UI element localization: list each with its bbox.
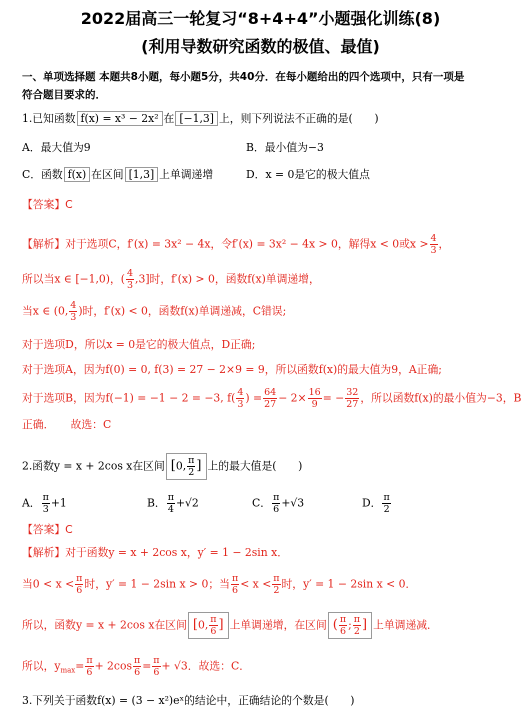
q1-solution-line7: 正确． 故选：C xyxy=(22,418,112,431)
q1-suffix: 上，则下列说法不正确的是( ) xyxy=(219,112,379,125)
q1-mid: 在 xyxy=(163,112,175,125)
q2-option-b: B． $\frac{\pi}{4}$ +√2 xyxy=(147,492,199,515)
q2-answer: 【答案】C xyxy=(22,523,73,536)
q1-solution-line3: 当x ∈ (0, $\frac{4}{3}$ )时，f′(x) < 0，函数f(x)单调递减，C错误; xyxy=(22,300,287,323)
q1-function: f(x) = x³ − 2x² xyxy=(77,111,163,126)
q2-option-a: A． $\frac{\pi}{3}$ +1 xyxy=(22,492,67,515)
q2-stem: 2.函数y = x + 2cos x在区间 [0, $\frac{\pi}{2}$ ] 上的最大值是( ) xyxy=(22,455,303,478)
q1-option-c: C．函数 f(x) 在区间 [1,3] 上单调递增 xyxy=(22,168,214,181)
q2-solution-line2: 当0 < x < $\frac{\pi}{6}$ 时，y′ = 1 − 2sin x > 0；当 $\frac{\pi}{6}$ < x < $\frac{\pi}{2}$ 时，y′ = 1 − 2sin x < 0． xyxy=(22,573,417,596)
q1-solution-line5: 对于选项A，因为f(0) = 0, f(3) = 27 − 2×9 = 9，所以函数f(x)的最大值为9，A正确; xyxy=(22,363,442,376)
q2-solution-line4: 所以，$y_{max}=$ $\frac{\pi}{6}$ + 2cos $\frac{\pi}{6}$ = $\frac{\pi}{6}$ + √3．故选：C． xyxy=(22,655,251,678)
q2-interval: [0, $\frac{\pi}{2}$ ] xyxy=(166,453,207,480)
section-header-line1: 一、单项选择题 本题共8小题，每小题5分，共40分．在每小题给出的四个选项中，只有一项是 xyxy=(22,71,465,83)
section-header-line2: 符合题目要求的． xyxy=(22,89,106,101)
q1-option-d: D．x = 0是它的极大值点 xyxy=(246,168,370,181)
q2-option-d: D． $\frac{\pi}{2}$ xyxy=(362,492,390,515)
q1-prefix: 1.已知函数 xyxy=(22,112,76,125)
q1-interval: [−1,3] xyxy=(175,111,218,126)
q2-solution-line3: 所以，函数y = x + 2cos x在区间 [0, $\frac{\pi}{6}$ ] 上单调递增，在区间 ( $\frac{\pi}{6}$ ; $\frac{\pi}{2}$ ] 上单调递减． xyxy=(22,614,438,637)
q1-solution-line2: 所以当x ∈ [−1,0)，( $\frac{4}{3}$ ,3]时，f′(x) > 0，函数f(x)单调递增， xyxy=(22,268,320,291)
q2-option-c: C． $\frac{\pi}{6}$ +√3 xyxy=(252,492,305,515)
q1-solution-line1: 【解析】对于选项C，f′(x) = 3x² − 4x，令f′(x) = 3x² − 4x > 0，解得x < 0或x > $\frac{4}{3}$ ， xyxy=(22,233,450,256)
q1-solution-line4: 对于选项D，所以x = 0是它的极大值点，D正确; xyxy=(22,338,256,351)
q1-answer: 【答案】C xyxy=(22,198,73,211)
page-title: 2022届高三一轮复习“8+4+4”小题强化训练(8) xyxy=(80,9,441,28)
q3-stem: 3.下列关于函数f(x) = (3 − x²)eˣ的结论中，正确结论的个数是( ) xyxy=(22,694,355,707)
q1-option-a: A．最大值为9 xyxy=(22,141,91,154)
q1-option-b: B．最小值为−3 xyxy=(246,141,324,154)
q1-stem xyxy=(22,111,379,126)
page-subtitle: (利用导数研究函数的极值、最值) xyxy=(141,37,380,56)
q2-solution-line1: 【解析】对于函数y = x + 2cos x，y′ = 1 − 2sin x． xyxy=(22,546,289,559)
q1-solution-line6: 对于选项B，因为f(−1) = −1 − 2 = −3, f( $\frac{4}{3}$ ) = $\frac{64}{27}$ − 2× $\frac{16}{9}$ = − $\frac{32}{27}$ ，所以函数f(x)的最小值为−3，B xyxy=(22,387,521,410)
